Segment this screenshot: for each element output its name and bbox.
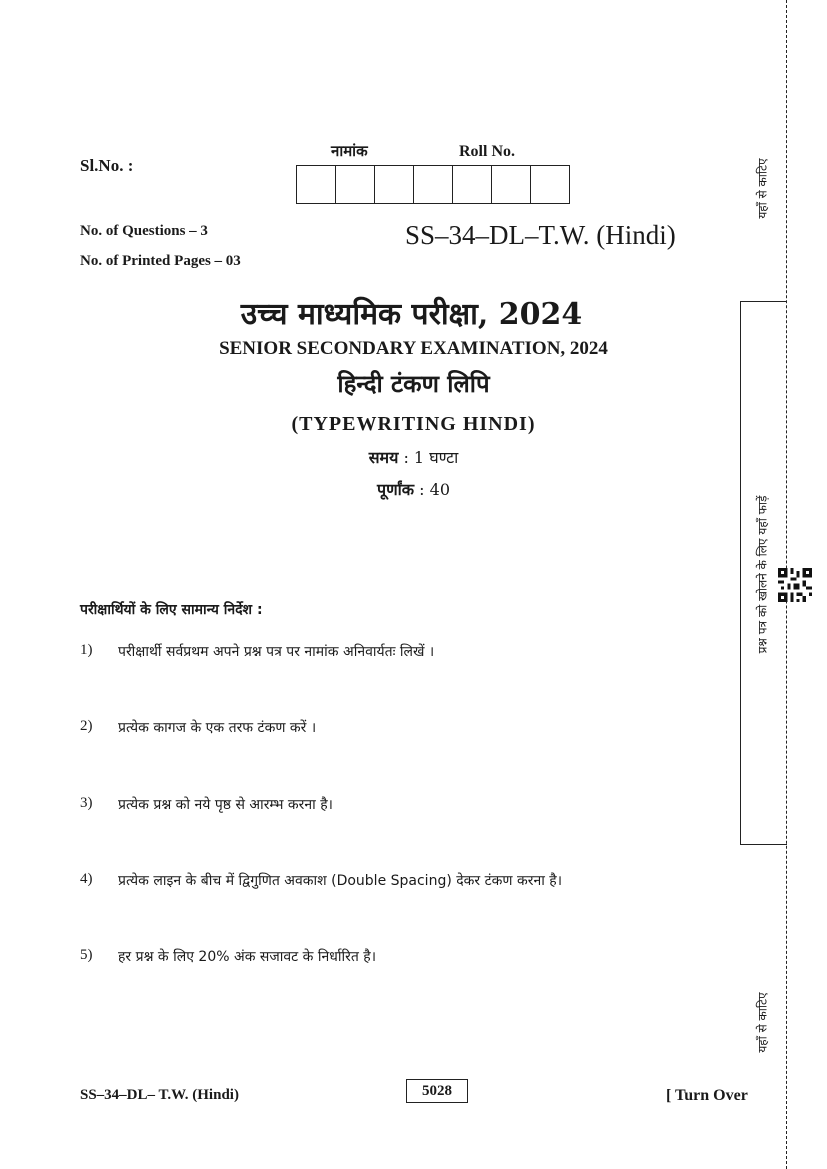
instruction-number: 3) [80, 795, 93, 811]
cut-here-label-bottom: यहाँ से काटिए [755, 992, 770, 1053]
number-of-questions: No. of Questions – 3 [80, 223, 208, 239]
roll-number-box [492, 166, 531, 203]
instruction-text: प्रत्येक प्रश्न को नये पृष्ठ से आरम्भ करना है। [118, 797, 333, 813]
instruction-text: प्रत्येक लाइन के बीच में द्विगुणित अवकाश (Double Spacing) देकर टंकण करना है। [118, 873, 563, 889]
marks-value: : 40 [419, 480, 451, 499]
roll-number-box [531, 166, 569, 203]
serial-number-label: Sl.No. : [80, 156, 134, 175]
instruction-item [80, 795, 333, 814]
turn-over-label: [ Turn Over [666, 1087, 748, 1104]
instruction-text: परीक्षार्थी सर्वप्रथम अपने प्रश्न पत्र पर नामांक अनिवार्यतः लिखें । [118, 644, 435, 660]
roll-number-label-hindi: नामांक [331, 142, 368, 160]
instruction-number: 1) [80, 642, 93, 658]
cut-here-label-top: यहाँ से काटिए [755, 158, 770, 219]
instruction-text: प्रत्येक कागज के एक तरफ टंकण करें । [118, 720, 317, 736]
instructions-heading: परीक्षार्थियों के लिए सामान्य निर्देश : [80, 602, 263, 618]
roll-number-boxes [296, 165, 570, 204]
paper-code: SS–34–DL–T.W. (Hindi) [405, 220, 676, 250]
instruction-number: 5) [80, 947, 93, 963]
exam-title-english: SENIOR SECONDARY EXAMINATION, 2024 [219, 338, 608, 359]
instruction-item [80, 642, 434, 661]
footer-paper-number: 5028 [406, 1079, 468, 1103]
duration-label: समय [368, 448, 399, 467]
instruction-text: हर प्रश्न के लिए 20% अंक सजावट के निर्धारित है। [118, 949, 377, 965]
number-of-printed-pages: No. of Printed Pages – 03 [80, 253, 241, 269]
instruction-number: 4) [80, 871, 93, 887]
qr-code-icon [778, 568, 812, 602]
subject-title-english: (TYPEWRITING HINDI) [291, 413, 536, 435]
roll-number-box [375, 166, 414, 203]
exam-duration [0, 446, 827, 468]
tear-here-label: प्रश्न पत्र को खोलने के लिए यहाँ फाड़ें [755, 495, 770, 654]
maximum-marks [0, 478, 827, 500]
instruction-item [80, 947, 376, 966]
marks-label: पूर्णांक [376, 480, 415, 499]
exam-title-hindi: उच्च माध्यमिक परीक्षा, 2024 [240, 297, 583, 332]
instruction-item [80, 871, 562, 890]
roll-number-box [453, 166, 492, 203]
footer-paper-code: SS–34–DL– T.W. (Hindi) [80, 1087, 239, 1103]
instruction-number: 2) [80, 718, 93, 734]
roll-number-box [414, 166, 453, 203]
duration-value: : 1 घण्टा [403, 448, 459, 467]
instruction-item [80, 718, 316, 737]
roll-number-box [297, 166, 336, 203]
roll-number-label: Roll No. [459, 143, 515, 160]
subject-title-hindi: हिन्दी टंकण लिपि [337, 369, 490, 398]
roll-number-box [336, 166, 375, 203]
